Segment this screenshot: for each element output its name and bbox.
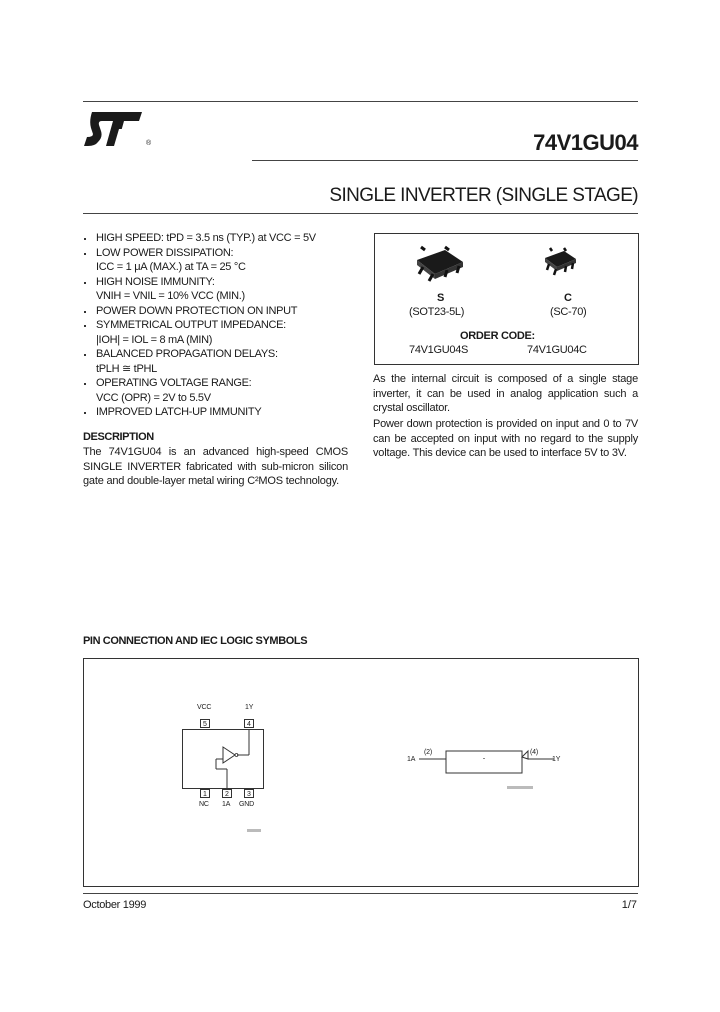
- iec-inverter-symbol: [414, 747, 564, 777]
- feature-item: LOW POWER DISSIPATION:: [83, 246, 316, 261]
- feature-item: tPLH ≅ tPHL: [96, 362, 157, 375]
- pin-5-box: 5: [200, 719, 210, 728]
- feature-item: POWER DOWN PROTECTION ON INPUT: [83, 304, 316, 319]
- st-logo: [84, 104, 159, 154]
- feature-item: VNIH = VNIL = 10% VCC (MIN.): [96, 290, 245, 302]
- feature-item: BALANCED PROPAGATION DELAYS:: [83, 347, 316, 362]
- feature-item: VCC (OPR) = 2V to 5.5V: [96, 391, 211, 404]
- order-code-heading: ORDER CODE:: [460, 330, 535, 342]
- pin-1-box: 1: [200, 789, 210, 798]
- pin-2-box: 2: [222, 789, 232, 798]
- feature-item: IMPROVED LATCH-UP IMMUNITY: [83, 405, 316, 420]
- pin-1a-label: 1A: [222, 801, 231, 808]
- package-c-name: (SC-70): [550, 306, 587, 318]
- package-s-name: (SOT23-5L): [409, 306, 465, 318]
- feature-item: SYMMETRICAL OUTPUT IMPEDANCE:: [83, 318, 316, 333]
- page-subtitle: SINGLE INVERTER (SINGLE STAGE): [329, 185, 638, 206]
- package-c-letter: C: [564, 292, 572, 304]
- feature-item: HIGH SPEED: tPD = 3.5 ns (TYP.) at VCC = 5V: [83, 231, 316, 246]
- description-text: The 74V1GU04 is an advanced high-speed CMOS SINGLE INVERTER fabricated with sub-micron silicon gate and double-layer metal wiring C²MOS technology.: [83, 446, 348, 487]
- sc70-package-icon: [540, 246, 580, 278]
- iec-output-label: 1Y: [552, 756, 561, 763]
- footer-date: October 1999: [83, 899, 147, 911]
- description-heading: DESCRIPTION: [83, 431, 154, 443]
- pin-section-heading: PIN CONNECTION AND IEC LOGIC SYMBOLS: [83, 635, 308, 647]
- footer-rule: [83, 893, 638, 894]
- pin-3-box: 3: [244, 789, 254, 798]
- description-continued-2: Power down protection is provided on input and 0 to 7V can be accepted on input with no regard to the supply voltage. This device can be used to interface 5V to 3V.: [373, 418, 638, 459]
- package-box: [374, 233, 639, 365]
- iec-output-pin: (4): [530, 749, 538, 756]
- pin-diagram-box: [83, 658, 639, 887]
- header-bottom-rule: [252, 160, 638, 161]
- pin-gnd-label: GND: [239, 801, 254, 808]
- order-code-s: 74V1GU04S: [409, 344, 469, 356]
- pin-1y-label: 1Y: [245, 704, 254, 711]
- feature-item: OPERATING VOLTAGE RANGE:: [83, 376, 316, 391]
- order-code-c: 74V1GU04C: [527, 344, 587, 356]
- pin-4-box: 4: [244, 719, 254, 728]
- footer-page-number: 1/7: [621, 899, 637, 911]
- feature-item: ICC = 1 μA (MAX.) at TA = 25 °C: [96, 261, 246, 273]
- part-number-title: 74V1GU04: [533, 130, 638, 155]
- pin-diagram-ref-mark: [247, 829, 261, 832]
- iec-ref-mark: [507, 786, 533, 789]
- feature-item: HIGH NOISE IMMUNITY:: [83, 275, 316, 290]
- header-top-rule: [83, 101, 638, 102]
- subtitle-rule: [83, 213, 638, 214]
- iec-input-label: 1A: [407, 756, 416, 763]
- package-s-letter: S: [437, 292, 445, 304]
- feature-list: [83, 231, 316, 420]
- pin-nc-label: NC: [199, 801, 209, 808]
- iec-input-pin: (2): [424, 749, 432, 756]
- pin-vcc-label: VCC: [197, 704, 212, 711]
- sot23-package-icon: [409, 244, 469, 284]
- registered-mark: ®: [146, 140, 152, 147]
- description-continued-1: As the internal circuit is composed of a single stage inverter, it can be used in analog application such a crystal oscillator.: [373, 373, 638, 414]
- feature-item: |IOH| = IOL = 8 mA (MIN): [96, 333, 213, 346]
- inverter-gate-icon: [209, 729, 259, 789]
